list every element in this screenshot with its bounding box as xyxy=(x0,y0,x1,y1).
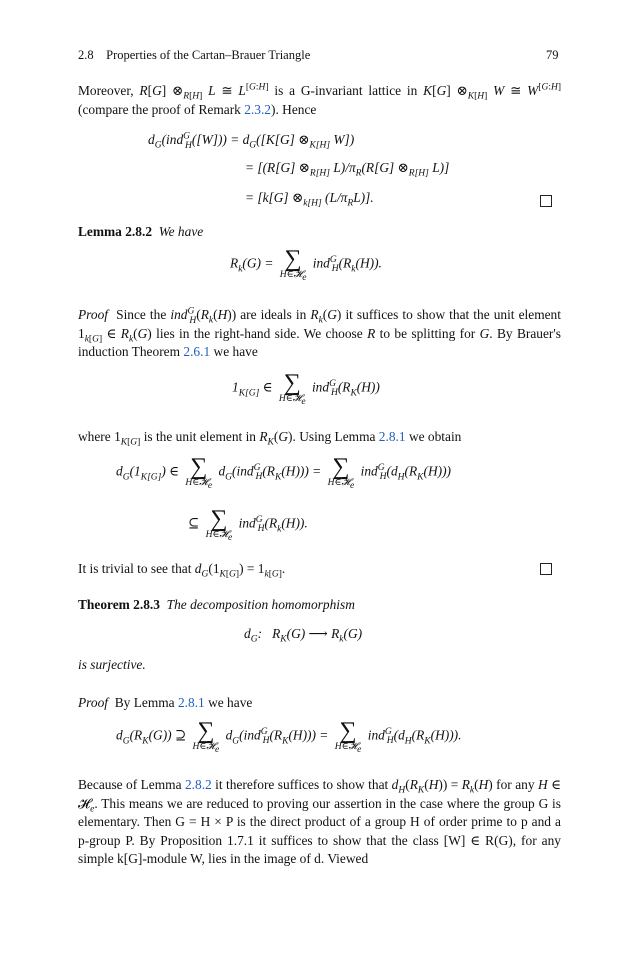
theorem-link[interactable]: 2.6.1 xyxy=(183,344,211,360)
equation-rk-sum: $R_k(G)$ = ∑ H∈𝓗$_e$ $ind^G_H(R_k(H))$. xyxy=(230,246,382,283)
equation-dg-supseteq: $d_G(R_K(G))$ ⊇ ∑ H∈𝓗$_e$ $d_G(ind^G_H(R_K(H)))$ = ∑ H∈𝓗$_e$ $ind^G_H(d_H(R_K(H)))$. xyxy=(116,718,462,755)
section-title: Properties of the Cartan–Brauer Triangle xyxy=(106,48,311,62)
theorem-label: Theorem 2.8.3 xyxy=(78,597,160,612)
equation-dg-map: $d_G$: $R_K(G)$ ⟶ $R_k(G)$ xyxy=(244,626,363,645)
theorem-statement: The decomposition homomorphism xyxy=(166,597,355,612)
lemma-label: Lemma 2.8.2 xyxy=(78,224,153,239)
lemma-link-3[interactable]: 2.8.2 xyxy=(184,777,212,792)
intro-paragraph: Moreover, R[G] $\otimes_{R[H]}$ L ≅ L[G:H] is a G-invariant lattice in K[G] $\otimes_{K[H]}$ W ≅ W[G:H] (compare the proof of Remark 2.3.2). Hence xyxy=(78,82,561,117)
equation-unit-in-sum: $1_{K[G]}$ ∈ ∑ H∈𝓗$_e$ $ind^G_H(R_K(H))$ xyxy=(232,370,380,407)
qed-symbol-2 xyxy=(540,563,552,575)
equation-line-3: = [k[G] $\otimes_{k[H]}$ $(L/\pi_RL)$]. xyxy=(245,190,374,209)
equation-subseteq: ⊆ ∑ H∈𝓗$_e$ $ind^G_H(R_k(H))$. xyxy=(188,506,308,543)
final-paragraph: Because of Lemma 2.8.2 it therefore suffices to show that $d_H(R_K(H)) = R_k(H)$ for any H ∈ 𝓗$_e$. This means we are reduced to proving our assertion in the case where the group G is elementary. Then G = H × P is the direct product of a group H of order prime to p and a p-group P. By Proposition 1.7.1 it suffices to show that the class [W] ∈ R(G), for any simple k[G]-module W, lies in the image of d. Viewed xyxy=(78,777,561,867)
equation-line-2: = [(R[G] $\otimes_{R[H]}$ $L)/\pi_R(R[G]$ $\otimes_{R[H]}$ L)] xyxy=(245,160,450,179)
remark-link[interactable]: 2.3.2 xyxy=(244,101,271,117)
qed-symbol xyxy=(540,195,552,207)
surjective-line: is surjective. xyxy=(78,657,146,672)
lemma-link-1[interactable]: 2.8.1 xyxy=(378,429,406,444)
lemma-2-8-2 xyxy=(78,223,203,241)
page-number: 79 xyxy=(546,48,559,62)
equation-dg-ind: $d_G(ind^G_H([W])) = d_G([K[G]$ $\otimes_{K[H]}$ W]) xyxy=(148,131,355,151)
trivial-line: It is trivial to see that $d_G(1_{K[G]}) = 1_{k[G]}$. xyxy=(78,561,286,580)
lemma-statement: We have xyxy=(158,224,204,239)
theorem-proof-line: Proof By Lemma 2.8.1 we have xyxy=(78,695,253,710)
lemma-link-2[interactable]: 2.8.1 xyxy=(177,695,205,710)
equation-dg-unit: $d_G(1_{K[G]})$ ∈ ∑ H∈𝓗$_e$ $d_G(ind^G_H(R_K(H)))$ = ∑ H∈𝓗$_e$ $ind^G_H(d_H(R_K(H)))$ xyxy=(116,454,452,491)
running-header xyxy=(78,46,310,64)
section-number: 2.8 xyxy=(78,48,94,62)
lemma-proof-paragraph: Proof Since the $ind^G_H(R_k(H))$ are ideals in $R_k(G)$ it suffices to show that the unit element $1_{k[G]}$ ∈ $R_k(G)$ lies in the right-hand side. We choose R to be splitting for G. By Brauer's induction Theorem 2.6.1 we have xyxy=(78,306,561,360)
theorem-2-8-3 xyxy=(78,596,355,614)
where-line: where $1_{K[G]}$ is the unit element in $R_K(G)$. Using Lemma 2.8.1 we obtain xyxy=(78,429,462,448)
